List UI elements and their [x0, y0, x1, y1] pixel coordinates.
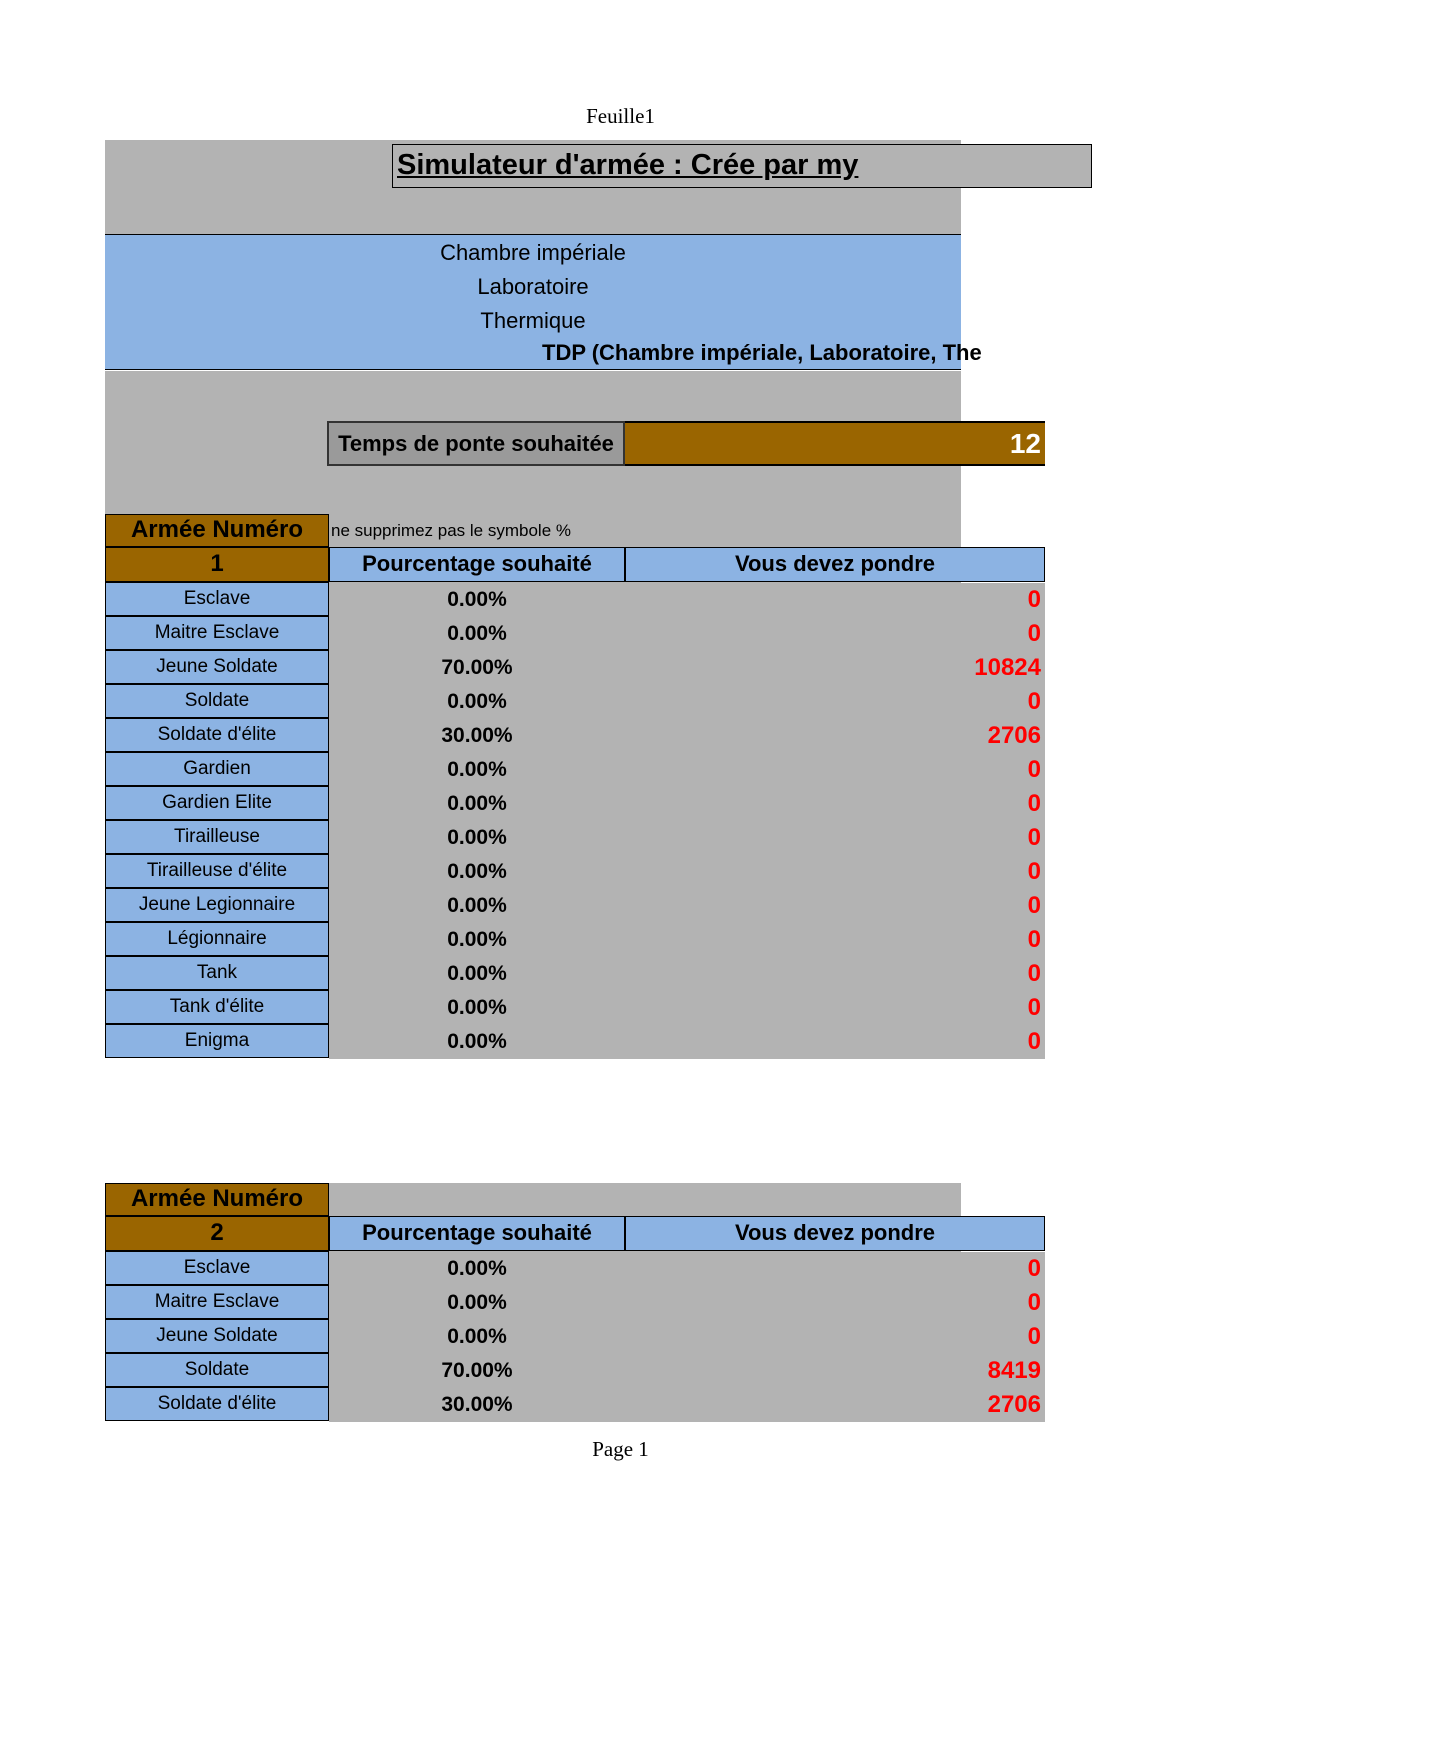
unit-name-cell: Maitre Esclave	[105, 1285, 329, 1319]
column-header-percent: Pourcentage souhaité	[329, 547, 625, 582]
spacer-band-2	[105, 466, 961, 514]
unit-name-cell: Gardien	[105, 752, 329, 786]
unit-lay-value: 0	[625, 821, 1045, 855]
unit-lay-value: 0	[625, 957, 1045, 991]
unit-name-cell: Soldate d'élite	[105, 1387, 329, 1421]
unit-percent-input[interactable]: 0.00%	[329, 821, 625, 855]
unit-lay-value: 0	[625, 787, 1045, 821]
unit-name-cell: Soldate d'élite	[105, 718, 329, 752]
unit-percent-input[interactable]: 0.00%	[329, 685, 625, 719]
unit-name-cell: Jeune Soldate	[105, 1319, 329, 1353]
unit-percent-input[interactable]: 0.00%	[329, 855, 625, 889]
army-title-cell: Armée Numéro	[105, 1183, 329, 1216]
unit-name-cell: Tank	[105, 956, 329, 990]
unit-name-cell: Jeune Legionnaire	[105, 888, 329, 922]
unit-name-cell: Tirailleuse	[105, 820, 329, 854]
info-line-chambre: Chambre impériale	[440, 240, 626, 265]
unit-lay-value: 0	[625, 1252, 1045, 1286]
unit-name-cell: Tank d'élite	[105, 990, 329, 1024]
unit-percent-input[interactable]: 0.00%	[329, 889, 625, 923]
unit-percent-input[interactable]: 0.00%	[329, 1320, 625, 1354]
unit-percent-input[interactable]: 70.00%	[329, 651, 625, 685]
unit-lay-value: 8419	[625, 1354, 1045, 1388]
unit-percent-input[interactable]: 0.00%	[329, 1286, 625, 1320]
ponte-value-input[interactable]: 12	[625, 421, 1045, 466]
title-band	[105, 140, 961, 234]
info-line-tdp: TDP (Chambre impériale, Laboratoire, The	[542, 340, 982, 365]
unit-percent-input[interactable]: 30.00%	[329, 719, 625, 753]
unit-lay-value: 2706	[625, 1388, 1045, 1422]
army-number-cell[interactable]: 2	[105, 1216, 329, 1251]
page-title: Simulateur d'armée : Crée par my	[392, 144, 1092, 188]
army-number-cell[interactable]: 1	[105, 547, 329, 582]
unit-lay-value: 0	[625, 889, 1045, 923]
unit-percent-input[interactable]: 0.00%	[329, 753, 625, 787]
unit-name-cell: Enigma	[105, 1024, 329, 1058]
unit-name-cell: Gardien Elite	[105, 786, 329, 820]
column-header-lay: Vous devez pondre	[625, 547, 1045, 582]
page-number-footer: Page 1	[592, 1437, 649, 1461]
unit-percent-input[interactable]: 30.00%	[329, 1388, 625, 1422]
column-header-percent: Pourcentage souhaité	[329, 1216, 625, 1251]
unit-lay-value: 10824	[625, 651, 1045, 685]
unit-lay-value: 0	[625, 923, 1045, 957]
unit-lay-value: 0	[625, 583, 1045, 617]
unit-lay-value: 0	[625, 1286, 1045, 1320]
percent-symbol-note: ne supprimez pas le symbole %	[331, 521, 572, 540]
unit-name-cell: Légionnaire	[105, 922, 329, 956]
unit-lay-value: 0	[625, 1320, 1045, 1354]
unit-percent-input[interactable]: 0.00%	[329, 583, 625, 617]
unit-lay-value: 2706	[625, 719, 1045, 753]
unit-lay-value: 0	[625, 855, 1045, 889]
unit-percent-input[interactable]: 0.00%	[329, 1252, 625, 1286]
unit-percent-input[interactable]: 0.00%	[329, 957, 625, 991]
unit-name-cell: Tirailleuse d'élite	[105, 854, 329, 888]
unit-percent-input[interactable]: 70.00%	[329, 1354, 625, 1388]
unit-percent-input[interactable]: 0.00%	[329, 1025, 625, 1059]
spreadsheet-area	[105, 140, 1041, 1418]
unit-name-cell: Jeune Soldate	[105, 650, 329, 684]
unit-percent-input[interactable]: 0.00%	[329, 923, 625, 957]
info-line-thermique: Thermique	[480, 308, 586, 333]
unit-lay-value: 0	[625, 991, 1045, 1025]
sheet-name-header: Feuille1	[586, 104, 655, 128]
unit-percent-input[interactable]: 0.00%	[329, 617, 625, 651]
unit-percent-input[interactable]: 0.00%	[329, 991, 625, 1025]
unit-lay-value: 0	[625, 617, 1045, 651]
unit-name-cell: Maitre Esclave	[105, 616, 329, 650]
unit-percent-input[interactable]: 0.00%	[329, 787, 625, 821]
column-header-lay: Vous devez pondre	[625, 1216, 1045, 1251]
unit-lay-value: 0	[625, 1025, 1045, 1059]
unit-name-cell: Esclave	[105, 582, 329, 616]
army-title-cell: Armée Numéro	[105, 514, 329, 547]
info-line-laboratoire: Laboratoire	[477, 274, 589, 299]
unit-name-cell: Soldate	[105, 1353, 329, 1387]
info-block	[105, 234, 982, 370]
unit-name-cell: Soldate	[105, 684, 329, 718]
ponte-label: Temps de ponte souhaitée	[327, 421, 625, 466]
unit-name-cell: Esclave	[105, 1251, 329, 1285]
unit-lay-value: 0	[625, 685, 1045, 719]
unit-lay-value: 0	[625, 753, 1045, 787]
